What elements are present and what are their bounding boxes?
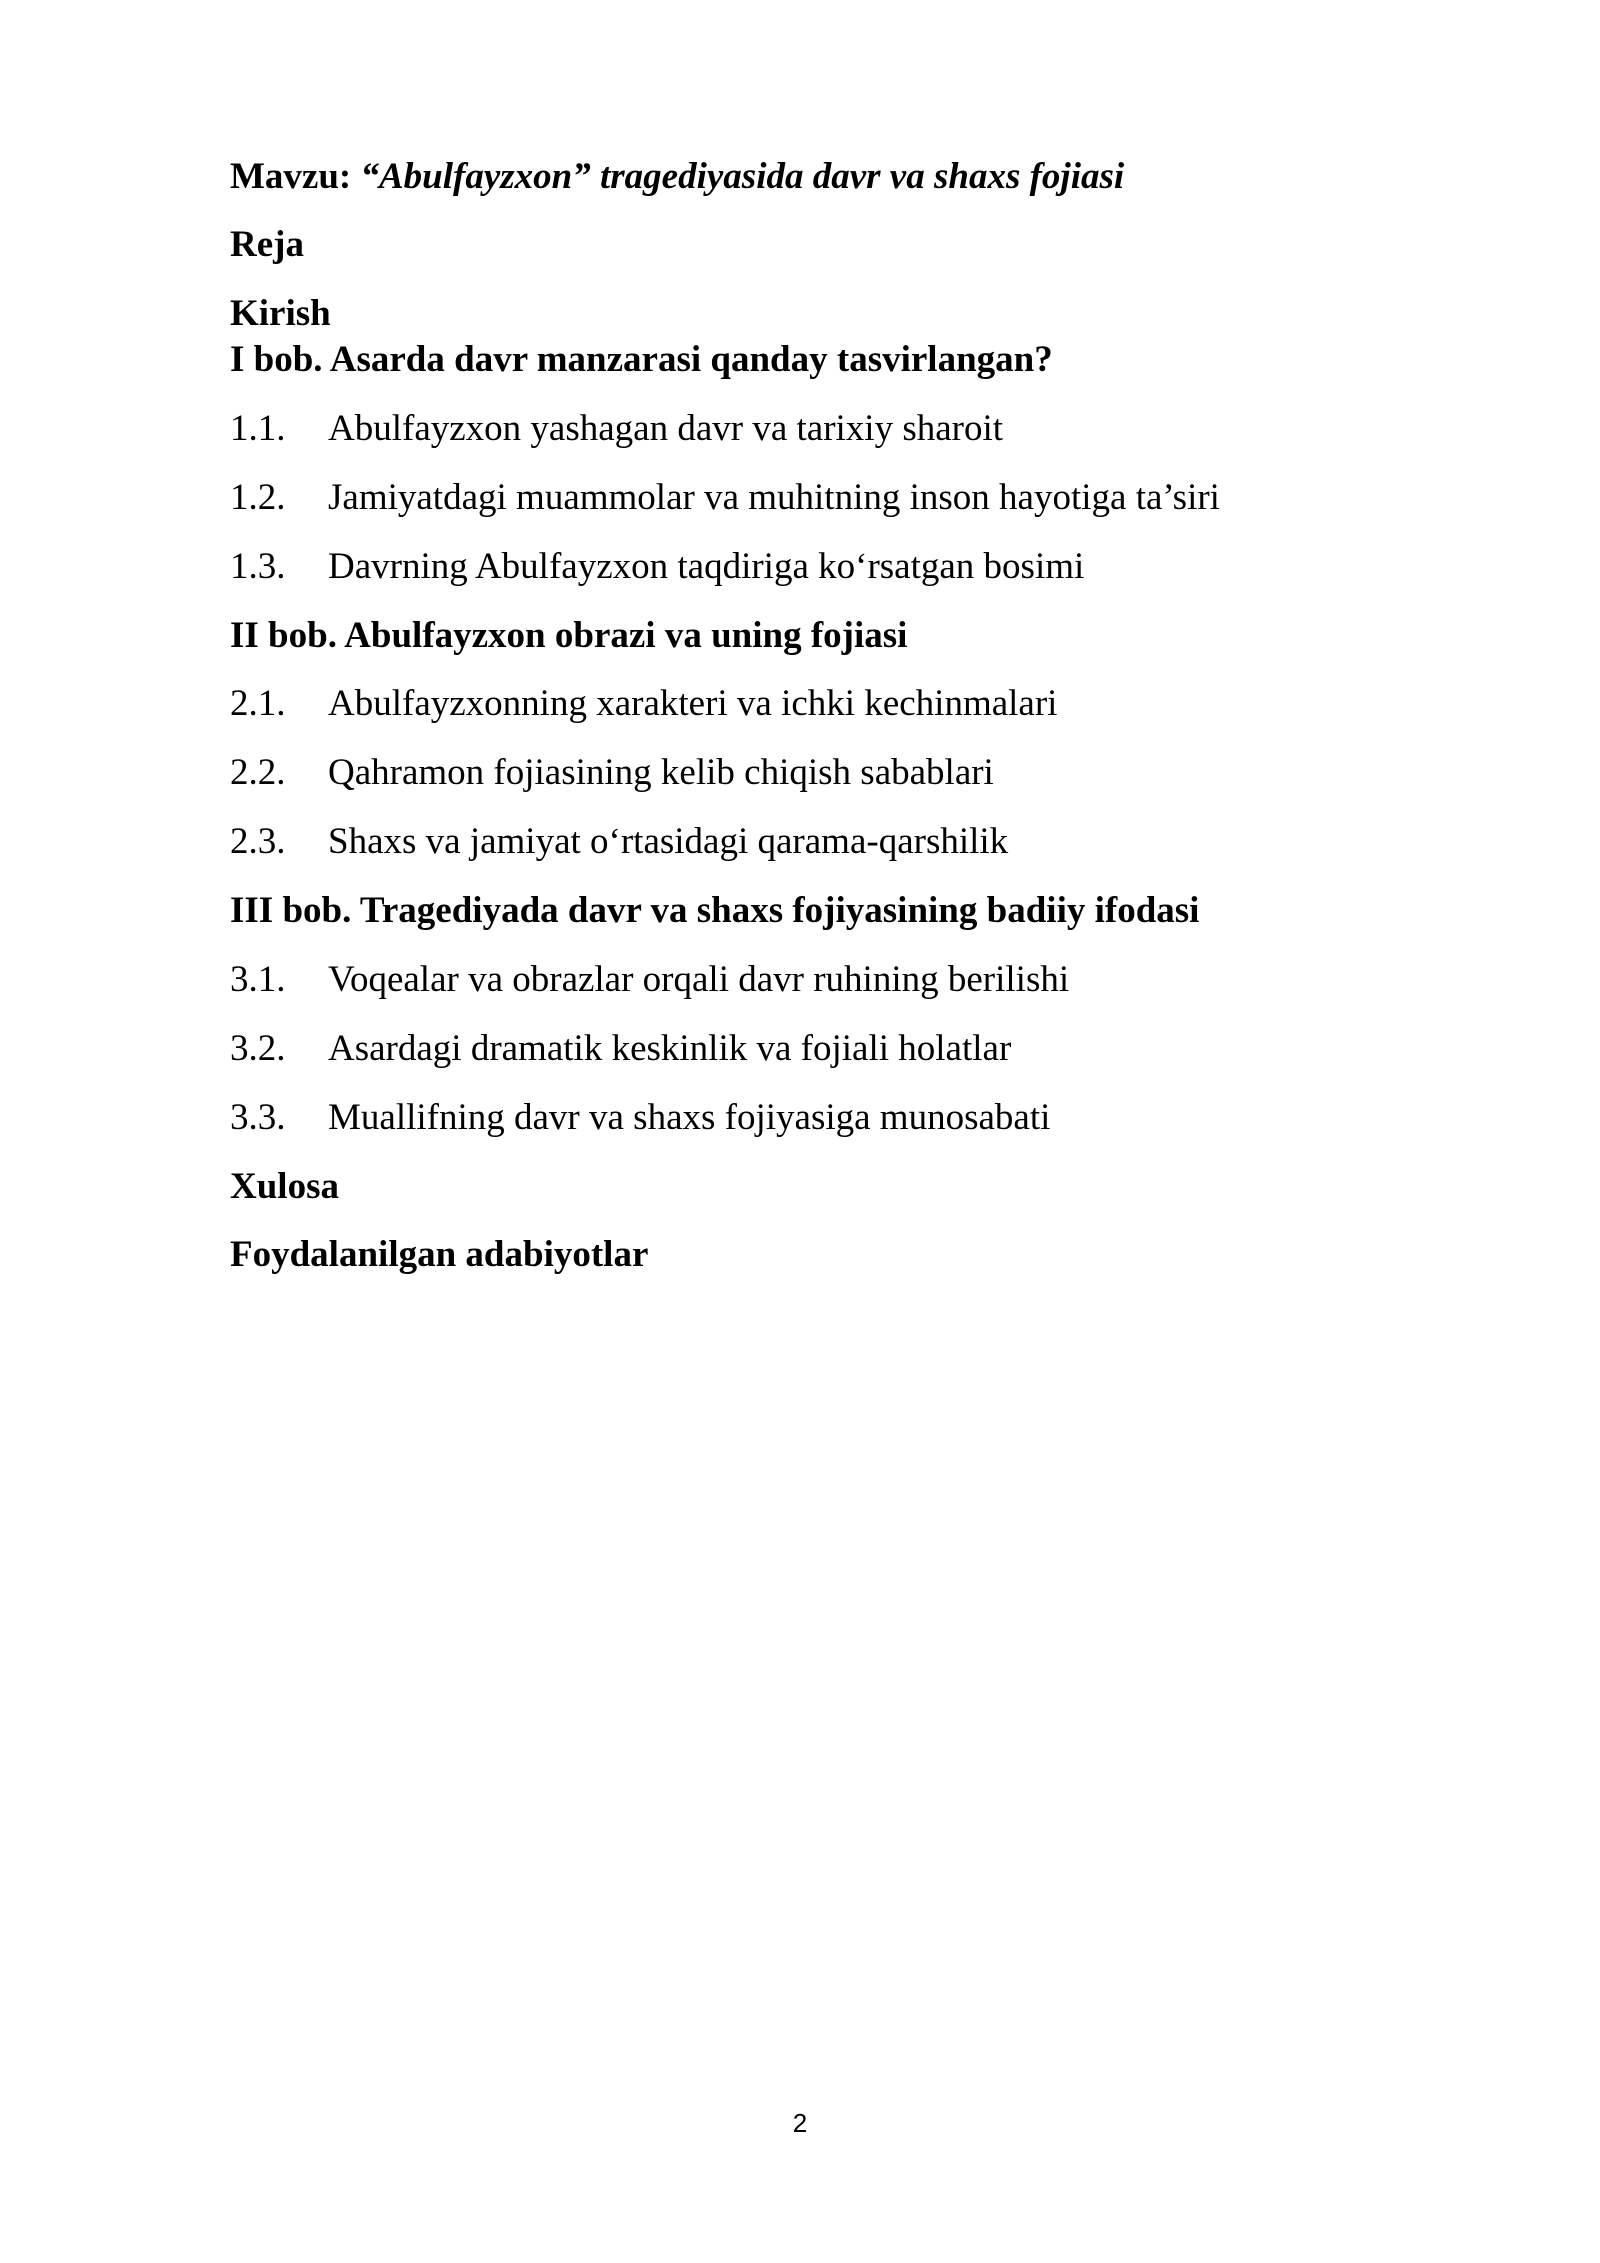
item-text: Shaxs va jamiyat o‘rtasidagi qarama-qarshilik [328,821,1009,862]
item-text: Voqealar va obrazlar orqali davr ruhining berilishi [328,959,1070,1000]
item-number: 3.2. [230,1028,286,1069]
list-item [230,751,994,795]
list-item [230,958,1069,1002]
item-number: 3.3. [230,1097,286,1138]
list-item [230,476,1220,520]
topic-title: “Abulfayzxon” tragediyasida davr va shaxs fojiasi [360,156,1125,197]
item-text: Muallifning davr va shaxs fojiyasiga munosabati [328,1097,1051,1138]
item-text: Asardagi dramatik keskinlik va fojiali holatlar [328,1028,1012,1069]
plan-heading: Reja [230,224,304,265]
list-item [230,820,1008,864]
list-item [230,1096,1050,1140]
topic-label: Mavzu: [230,156,352,197]
item-number: 2.2. [230,752,286,793]
item-text: Davrning Abulfayzxon taqdiriga ko‘rsatgan bosimi [328,546,1085,587]
list-item [230,407,1003,451]
chapter-3-title: III bob. Tragediyada davr va shaxs fojiyasining badiiy ifodasi [230,890,1200,931]
conclusion-heading: Xulosa [230,1166,339,1207]
item-number: 2.1. [230,683,286,724]
list-item [230,545,1084,589]
topic-line [230,155,1124,199]
item-text: Abulfayzxonning xarakteri va ichki kechinmalari [328,683,1058,724]
item-text: Jamiyatdagi muammolar va muhitning inson hayotiga ta’siri [328,477,1220,518]
chapter-1-title: I bob. Asarda davr manzarasi qanday tasvirlangan? [230,339,1053,380]
item-number: 1.1. [230,408,286,449]
page-number: 2 [792,2108,808,2138]
item-text: Qahramon fojiasining kelib chiqish sabablari [328,752,994,793]
references-heading: Foydalanilgan adabiyotlar [230,1234,649,1275]
item-number: 3.1. [230,959,286,1000]
chapter-2-title: II bob. Abulfayzxon obrazi va uning fojiasi [230,615,908,656]
list-item [230,1027,1011,1071]
item-number: 1.2. [230,477,286,518]
item-number: 1.3. [230,546,286,587]
item-text: Abulfayzxon yashagan davr va tarixiy sharoit [328,408,1004,449]
item-number: 2.3. [230,821,286,862]
intro-heading: Kirish [230,293,331,334]
list-item [230,682,1057,726]
